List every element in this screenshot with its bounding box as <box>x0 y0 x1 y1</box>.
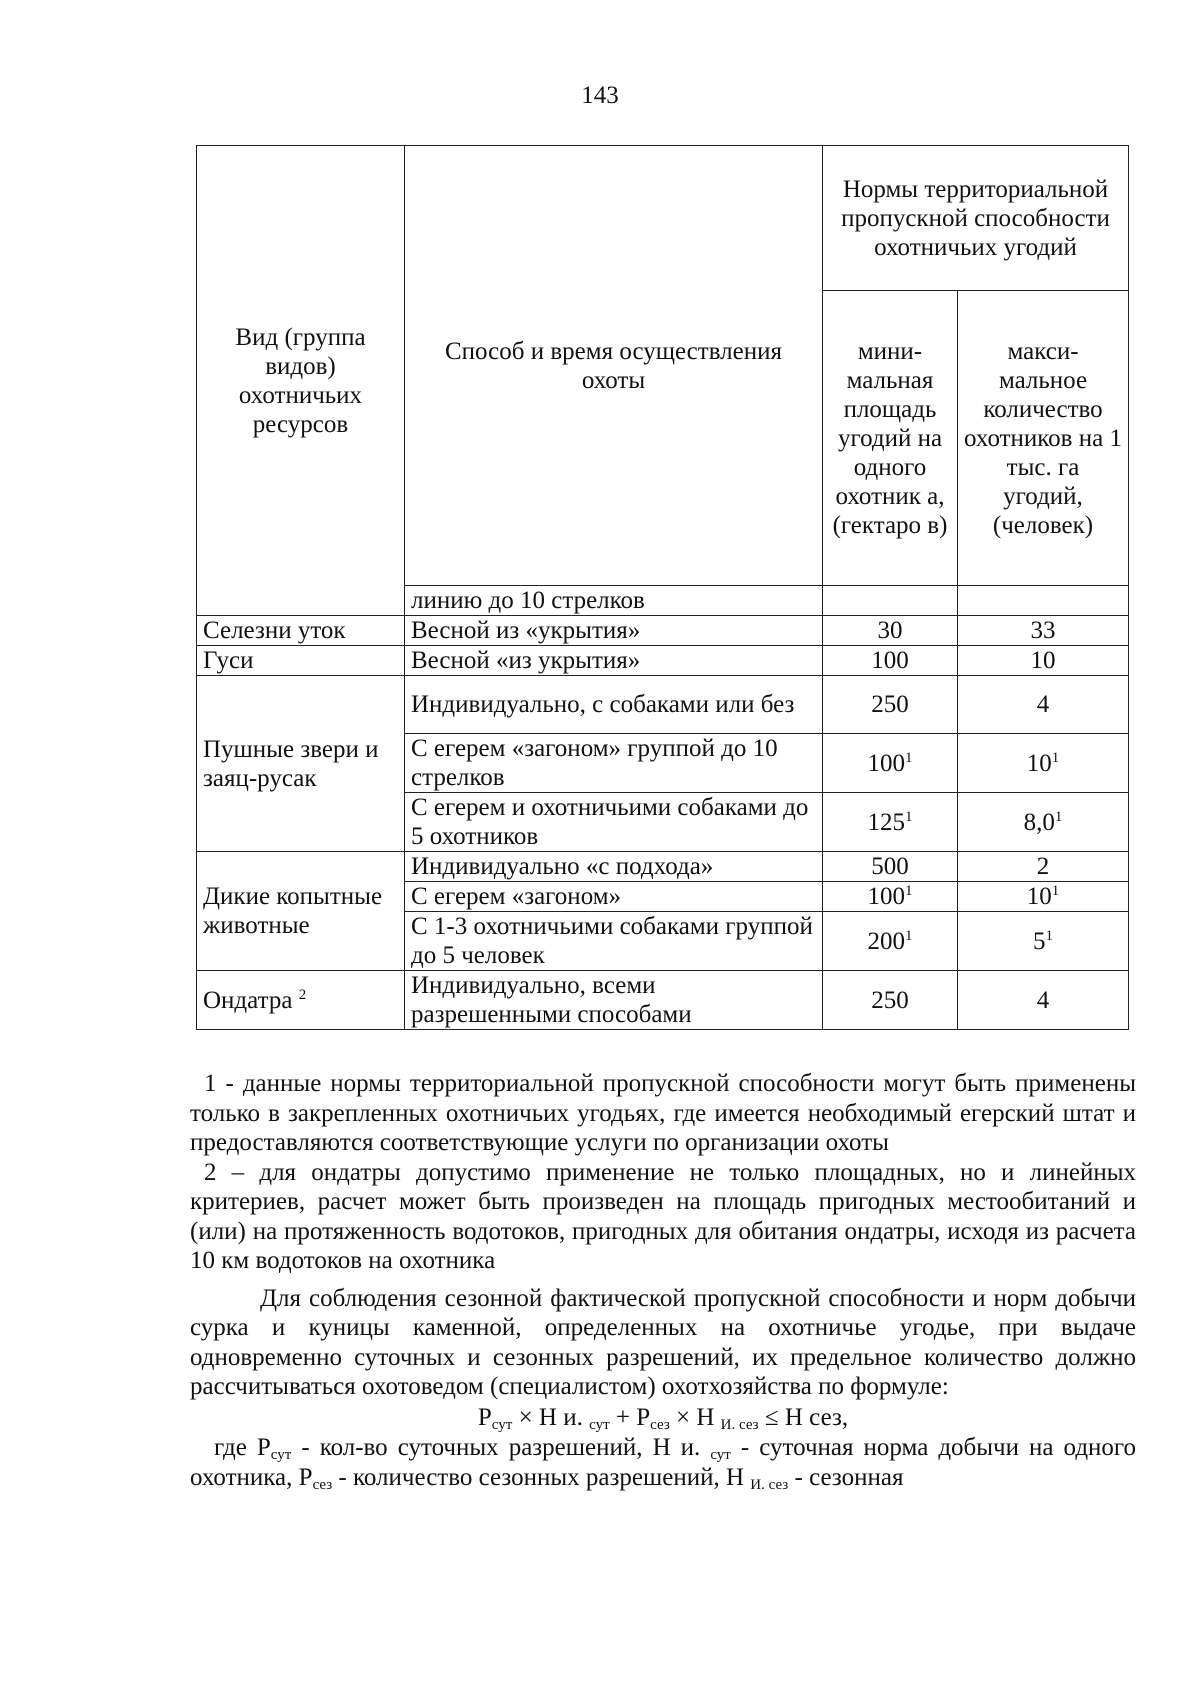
footnote-mark: 1 <box>905 883 913 899</box>
footnote-1: 1 - данные нормы территориальной пропускной способности могут быть применены только в закрепленных охотничьих угодьях, где имеется необходимый егерский штат и предоставляются соответствующие услуги по организации охоты <box>190 1070 1136 1156</box>
method-cell: С егерем «загоном» <box>405 882 823 912</box>
method-cell: С 1-3 охотничьими собаками группой до 5 человек <box>405 912 823 971</box>
area-cell: 30 <box>823 616 958 646</box>
hunting-norms-table <box>196 145 1129 1030</box>
hunters-value: 5 <box>1033 927 1046 955</box>
empty-cell <box>958 586 1129 616</box>
footnote-mark: 1 <box>1051 883 1060 899</box>
area-cell: 250 <box>823 676 958 734</box>
area-cell <box>823 882 958 912</box>
hunters-cell <box>958 882 1129 912</box>
formula-legend: где $P_{сут} - кол-во$ суточных разрешений, Н и. $_{сут}$ - суточная норма добычи на одного охотника, $P_{сез}$ - количество сезонных разрешений, Н $_{И. сез}$ - сезонная <box>190 1434 1137 1493</box>
table-row <box>197 616 1129 646</box>
hunters-value: 10 <box>1026 749 1052 777</box>
species-cell: Дикие копытные животные <box>197 852 405 971</box>
footnote-mark: 1 <box>905 927 913 944</box>
method-cell: Индивидуально, с собаками или без <box>405 676 823 734</box>
method-cell: Весной из «укрытия» <box>405 616 823 646</box>
area-value: 200 <box>867 927 905 955</box>
header-norms: Нормы территориальной пропускной способности охотничьих угодий <box>823 146 1129 291</box>
species-cell: Пушные звери и заяц-русак <box>197 676 405 852</box>
area-value: 125 <box>867 808 905 836</box>
species-cell: Гуси <box>197 646 405 676</box>
hunters-cell <box>958 793 1129 852</box>
footnote-mark: 1 <box>905 808 913 825</box>
method-cell: Весной «из укрытия» <box>405 646 823 676</box>
species-cell <box>197 971 405 1030</box>
header-species: Вид (группа видов) охотничьих ресурсов <box>197 146 405 616</box>
header-max-hunters: макси-мальное количество охотников на 1 тыс. га угодий, (человек) <box>958 291 1129 586</box>
area-value: 100 <box>867 749 905 777</box>
hunters-cell: 33 <box>958 616 1129 646</box>
footnote-mark: 2 <box>298 986 307 1003</box>
continuation-text: линию до 10 стрелков <box>405 586 823 616</box>
area-cell: 250 <box>823 971 958 1030</box>
header-method: Способ и время осуществления охоты <box>405 146 823 586</box>
table-header-row <box>197 146 1129 291</box>
hunters-cell: 10 <box>958 646 1129 676</box>
method-cell: Индивидуально, всеми разрешенными способами <box>405 971 823 1030</box>
area-cell <box>823 734 958 793</box>
hunters-cell <box>958 912 1129 971</box>
table-row <box>197 971 1129 1030</box>
footnote-mark: 1 <box>1054 808 1063 825</box>
empty-cell <box>823 586 958 616</box>
area-value: 100 <box>867 883 905 910</box>
hunters-cell: 4 <box>958 971 1129 1030</box>
footnote-mark: 1 <box>1045 927 1053 944</box>
hunters-cell <box>958 734 1129 793</box>
area-cell: 100 <box>823 646 958 676</box>
method-cell: С егерем и охотничьими собаками до 5 охотников <box>405 793 823 852</box>
area-cell <box>823 793 958 852</box>
formula-intro-paragraph: Для соблюдения сезонной фактической пропускной способности и норм добычи сурка и куницы каменной, определенных на охотничье угодье, при выдаче одновременно суточных и сезонных разрешений, их предельное количество должно рассчитываться охотоведом (специалистом) охотхозяйства по формуле: <box>190 1284 1136 1400</box>
table-row <box>197 852 1129 882</box>
notes-section <box>190 1069 1136 1492</box>
footnote-mark: 1 <box>1051 749 1060 766</box>
hunters-value: 8,0 <box>1023 808 1055 836</box>
hunters-value: 10 <box>1026 883 1052 910</box>
table-row <box>197 646 1129 676</box>
area-cell <box>823 912 958 971</box>
table-row <box>197 676 1129 734</box>
formula: $P_{сут} \times Н$ и. $_{сут} + P_{сез} \times Н$ $_{И. сез}$ ≤ Н сез, <box>477 1403 849 1433</box>
header-min-area: мини-мальная площадь угодий на одного охотник а, (гектаро в) <box>823 291 958 586</box>
footnote-mark: 1 <box>905 749 913 766</box>
method-cell: С егерем «загоном» группой до 10 стрелков <box>405 734 823 793</box>
method-cell: Индивидуально «с подхода» <box>405 852 823 882</box>
page-number: 143 <box>581 82 619 109</box>
hunters-cell: 2 <box>958 852 1129 882</box>
species-cell: Селезни уток <box>197 616 405 646</box>
species-value: Ондатра <box>203 986 293 1014</box>
area-cell: 500 <box>823 852 958 882</box>
hunters-cell: 4 <box>958 676 1129 734</box>
footnote-2: 2 – для ондатры допустимо применение не только площадных, но и линейных критериев, расчет может быть произведен на площадь пригодных местообитаний и (или) на протяженность водотоков, пригодных для обитания ондатры, исходя из расчета 10 км водотоков на охотника <box>190 1158 1136 1274</box>
